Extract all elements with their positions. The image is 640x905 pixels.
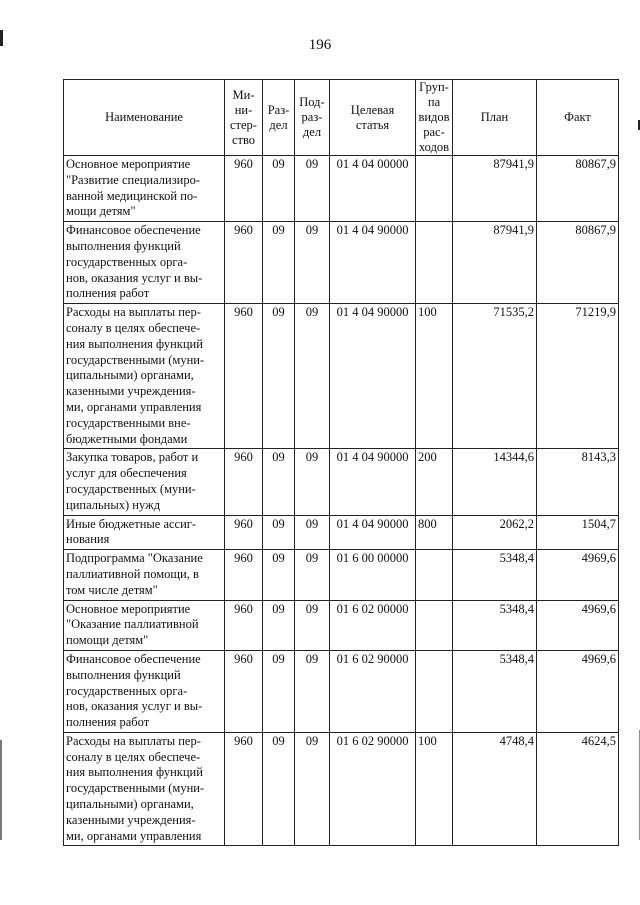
cell-fact: 80867,9 [537, 222, 619, 304]
cell-subsection: 09 [295, 515, 330, 550]
cell-expense-group: 200 [416, 449, 453, 515]
cell-name: Финансовое обеспечение выполнения функций государственных орга- нов, оказания услуг и вы- полнения работ [64, 222, 225, 304]
cell-fact: 4969,6 [537, 650, 619, 732]
cell-ministry: 960 [225, 732, 263, 846]
cell-expense-group [416, 222, 453, 304]
header-fact: Факт [537, 80, 619, 156]
cell-target: 01 6 00 00000 [330, 550, 416, 600]
table-row [64, 550, 619, 600]
header-name: Наименование [64, 80, 225, 156]
cell-target: 01 6 02 90000 [330, 650, 416, 732]
cell-name: Основное мероприятие "Развитие специализиро- ванной медицинской по- мощи детям" [64, 156, 225, 222]
cell-expense-group: 100 [416, 732, 453, 846]
cell-subsection: 09 [295, 156, 330, 222]
cell-subsection: 09 [295, 304, 330, 449]
scan-edge-mark [0, 740, 2, 840]
cell-target: 01 6 02 00000 [330, 600, 416, 650]
cell-name: Расходы на выплаты пер- соналу в целях обеспече- ния выполнения функций государственными (муни- ципальными) органами, казенными учреждения- ми, органами управления [64, 732, 225, 846]
cell-plan: 14344,6 [453, 449, 537, 515]
cell-plan: 87941,9 [453, 222, 537, 304]
cell-plan: 71535,2 [453, 304, 537, 449]
cell-subsection: 09 [295, 222, 330, 304]
page-number: 196 [308, 37, 332, 53]
cell-plan: 87941,9 [453, 156, 537, 222]
header-subsection: Под- раз- дел [295, 80, 330, 156]
table-row [64, 650, 619, 732]
cell-name: Подпрограмма "Оказание паллиативной помощи, в том числе детям" [64, 550, 225, 600]
cell-fact: 8143,3 [537, 449, 619, 515]
table-row [64, 600, 619, 650]
table-row [64, 449, 619, 515]
header-section: Раз- дел [263, 80, 295, 156]
header-expense-group: Груп- па видов рас- ходов [416, 80, 453, 156]
cell-target: 01 6 02 90000 [330, 732, 416, 846]
cell-section: 09 [263, 515, 295, 550]
cell-target: 01 4 04 90000 [330, 304, 416, 449]
cell-target: 01 4 04 00000 [330, 156, 416, 222]
cell-expense-group: 800 [416, 515, 453, 550]
cell-expense-group [416, 550, 453, 600]
cell-plan: 4748,4 [453, 732, 537, 846]
cell-target: 01 4 04 90000 [330, 222, 416, 304]
cell-expense-group [416, 156, 453, 222]
cell-expense-group [416, 650, 453, 732]
table-row [64, 732, 619, 846]
cell-ministry: 960 [225, 304, 263, 449]
cell-section: 09 [263, 550, 295, 600]
scan-edge-mark [0, 30, 3, 46]
cell-ministry: 960 [225, 650, 263, 732]
cell-name: Расходы на выплаты пер- соналу в целях обеспече- ния выполнения функций государственными (муни- ципальными) органами, казенными учреждения- ми, органами управления государственными вне- бюджетными фондами [64, 304, 225, 449]
cell-fact: 4969,6 [537, 550, 619, 600]
header-ministry: Ми- ни- стер- ство [225, 80, 263, 156]
cell-target: 01 4 04 90000 [330, 515, 416, 550]
table-row [64, 304, 619, 449]
cell-subsection: 09 [295, 600, 330, 650]
cell-ministry: 960 [225, 600, 263, 650]
cell-name: Финансовое обеспечение выполнения функций государственных орга- нов, оказания услуг и вы- полнения работ [64, 650, 225, 732]
cell-ministry: 960 [225, 449, 263, 515]
cell-subsection: 09 [295, 550, 330, 600]
cell-plan: 5348,4 [453, 650, 537, 732]
table-header-row [64, 80, 619, 156]
cell-fact: 71219,9 [537, 304, 619, 449]
cell-expense-group: 100 [416, 304, 453, 449]
cell-plan: 2062,2 [453, 515, 537, 550]
cell-plan: 5348,4 [453, 550, 537, 600]
cell-ministry: 960 [225, 222, 263, 304]
cell-fact: 4624,5 [537, 732, 619, 846]
cell-section: 09 [263, 304, 295, 449]
cell-section: 09 [263, 650, 295, 732]
cell-section: 09 [263, 449, 295, 515]
cell-ministry: 960 [225, 550, 263, 600]
cell-section: 09 [263, 732, 295, 846]
cell-expense-group [416, 600, 453, 650]
cell-name: Основное мероприятие "Оказание паллиативной помощи детям" [64, 600, 225, 650]
cell-section: 09 [263, 156, 295, 222]
budget-table [63, 79, 619, 846]
cell-plan: 5348,4 [453, 600, 537, 650]
cell-subsection: 09 [295, 449, 330, 515]
cell-ministry: 960 [225, 156, 263, 222]
header-plan: План [453, 80, 537, 156]
table-row [64, 156, 619, 222]
cell-target: 01 4 04 90000 [330, 449, 416, 515]
cell-section: 09 [263, 222, 295, 304]
cell-section: 09 [263, 600, 295, 650]
cell-name: Закупка товаров, работ и услуг для обеспечения государственных (муни- ципальных) нужд [64, 449, 225, 515]
cell-fact: 80867,9 [537, 156, 619, 222]
cell-subsection: 09 [295, 732, 330, 846]
cell-fact: 4969,6 [537, 600, 619, 650]
table-row [64, 515, 619, 550]
table-row [64, 222, 619, 304]
cell-name: Иные бюджетные ассиг- нования [64, 515, 225, 550]
cell-fact: 1504,7 [537, 515, 619, 550]
header-target: Целевая статья [330, 80, 416, 156]
cell-ministry: 960 [225, 515, 263, 550]
cell-subsection: 09 [295, 650, 330, 732]
